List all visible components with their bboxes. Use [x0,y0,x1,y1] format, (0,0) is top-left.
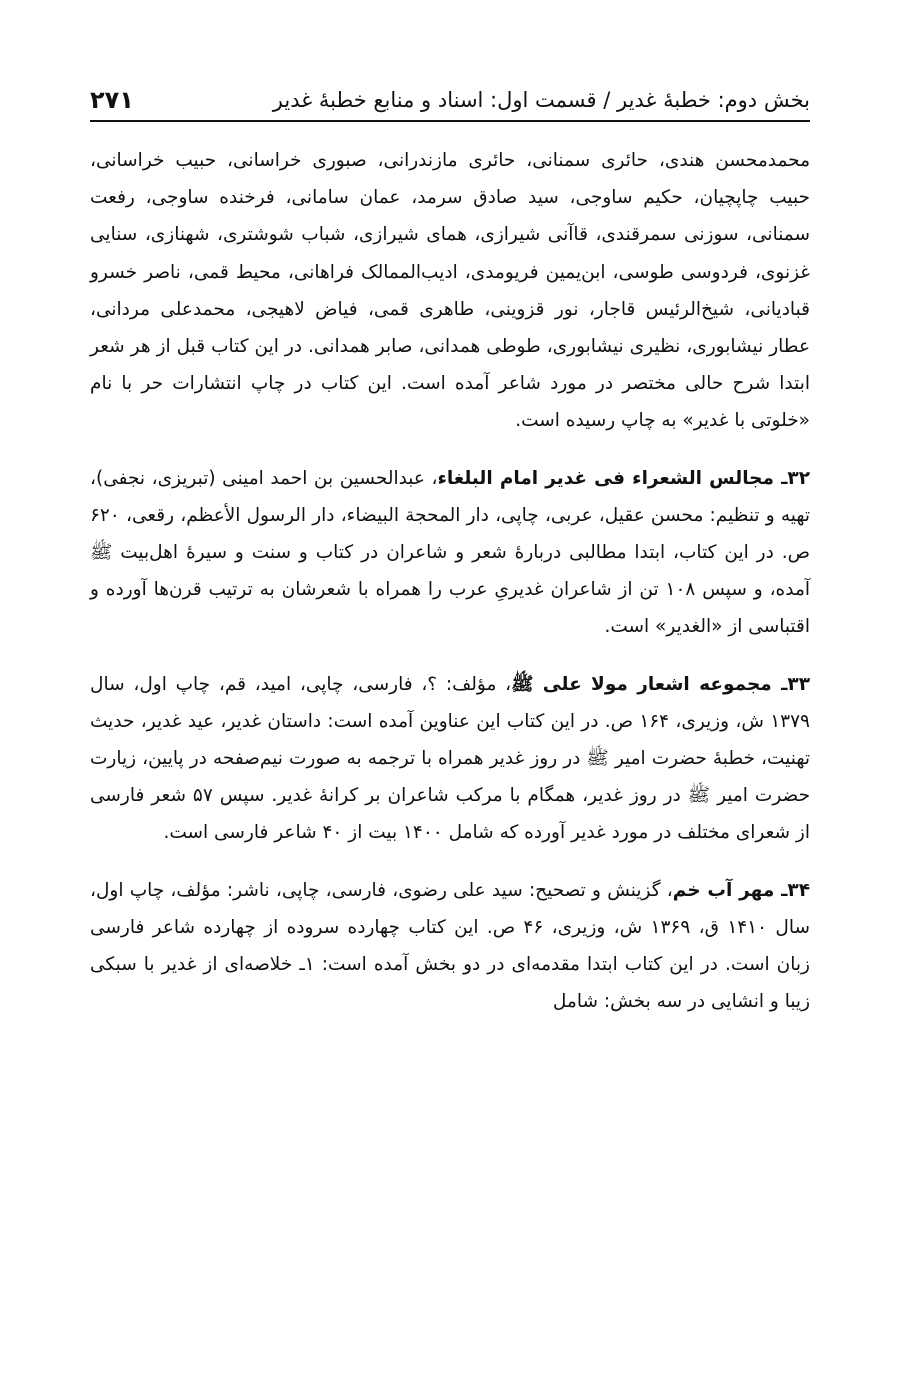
paragraph-text: محمدمحسن هندی، حائری سمنانی، حائری مازندرانی، صبوری خراسانی، حبیب خراسانی، حبیب چاپچیان، حکیم ساوجی، سید صادق سرمد، عمان سامانی، فرخنده ساوجی، رفعت سمنانی، سوزنی سمرقندی، قاآنی شیرازی، همای شیرازی، شباب شوشتری، شهنازی، سنایی غزنوی، فردوسی طوسی، ابن‌یمین فریومدی، ادیب‌الممالک فراهانی، محیط قمی، ناصر خسرو قبادیانی، شیخ‌الرئیس قاجار، نور قزوینی، طاهری قمی، فیاض لاهیجی، محمدعلی مردانی، عطار نیشابوری، نظیری نیشابوری، طوطی همدانی، صابر همدانی. در این کتاب قبل از هر شعر ابتدا شرح حالی مختصر در مورد شاعر آمده است. این کتاب در چاپ انتشارات حر با نام «خلوتی با غدیر» به چاپ رسیده است. [90,150,810,432]
paragraph-continuation [90,142,810,440]
running-head: بخش دوم: خطبهٔ غدیر / قسمت اول: اسناد و منابع خطبهٔ غدیر [272,88,810,112]
entry-text: ، گزینش و تصحیح: سید علی رضوی، فارسی، چاپی، ناشر: مؤلف، چاپ اول، سال ۱۴۱۰ ق، ۱۳۶۹ ش، وزیری، ۴۶ ص. این کتاب چهارده سروده از چهارده شاعر فارسی زبان است. در این کتاب ابتدا مقدمه‌ای در دو بخش آمده است: ۱ـ خلاصه‌ای از غدیر با سبکی زیبا و انشایی در سه بخش: شامل [90,879,810,1013]
entry-32 [90,460,810,646]
page-body [90,142,810,1040]
entry-text: ، عبدالحسین بن احمد امینی (تبریزی، نجفی)، تهیه و تنظیم: محسن عقیل، عربی، چاپی، دار المحجة البیضاء، دار الرسول الأعظم، رقعی، ۶۲۰ ص. در این کتاب، ابتدا مطالبی دربارهٔ شعر و شاعران در کتاب و سنت و سیرهٔ اهل‌بیت ﷺ آمده، و سپس ۱۰۸ تن از شاعران غدیریِ عرب را همراه با شعرشان به ترتیب قرن‌ها آورده و اقتباسی از «الغدیر» است. [90,467,811,638]
entry-title: ۳۴ـ مهر آب خم [672,879,810,901]
entry-34 [90,872,810,1021]
header-rule [90,120,810,122]
entry-33 [90,666,810,852]
entry-title: ۳۳ـ مجموعه اشعار مولا علی ﷺ [511,673,811,695]
page-number: ۲۷۱ [90,86,134,114]
entry-text: ، مؤلف: ؟، فارسی، چاپی، امید، قم، چاپ اول، سال ۱۳۷۹ ش، وزیری، ۱۶۴ ص. در این کتاب این عناوین آمده است: داستان غدیر، عید غدیر، حدیث تهنیت، خطبهٔ حضرت امیر ﷺ در روز غدیر همراه با ترجمه به صورت نیم‌صفحه در پایین، زیارت حضرت امیر ﷺ در روز غدیر، همگام با مرکب شاعران بر کرانهٔ غدیر. سپس ۵۷ شعر فارسی از شعرای مختلف در مورد غدیر آورده که شامل ۱۴۰۰ بیت از ۴۰ شاعر فارسی است. [90,673,811,844]
entry-title: ۳۲ـ مجالس الشعراء فی غدیر امام البلغاء [437,467,810,489]
book-page [90,60,810,1350]
page-header [90,80,810,120]
